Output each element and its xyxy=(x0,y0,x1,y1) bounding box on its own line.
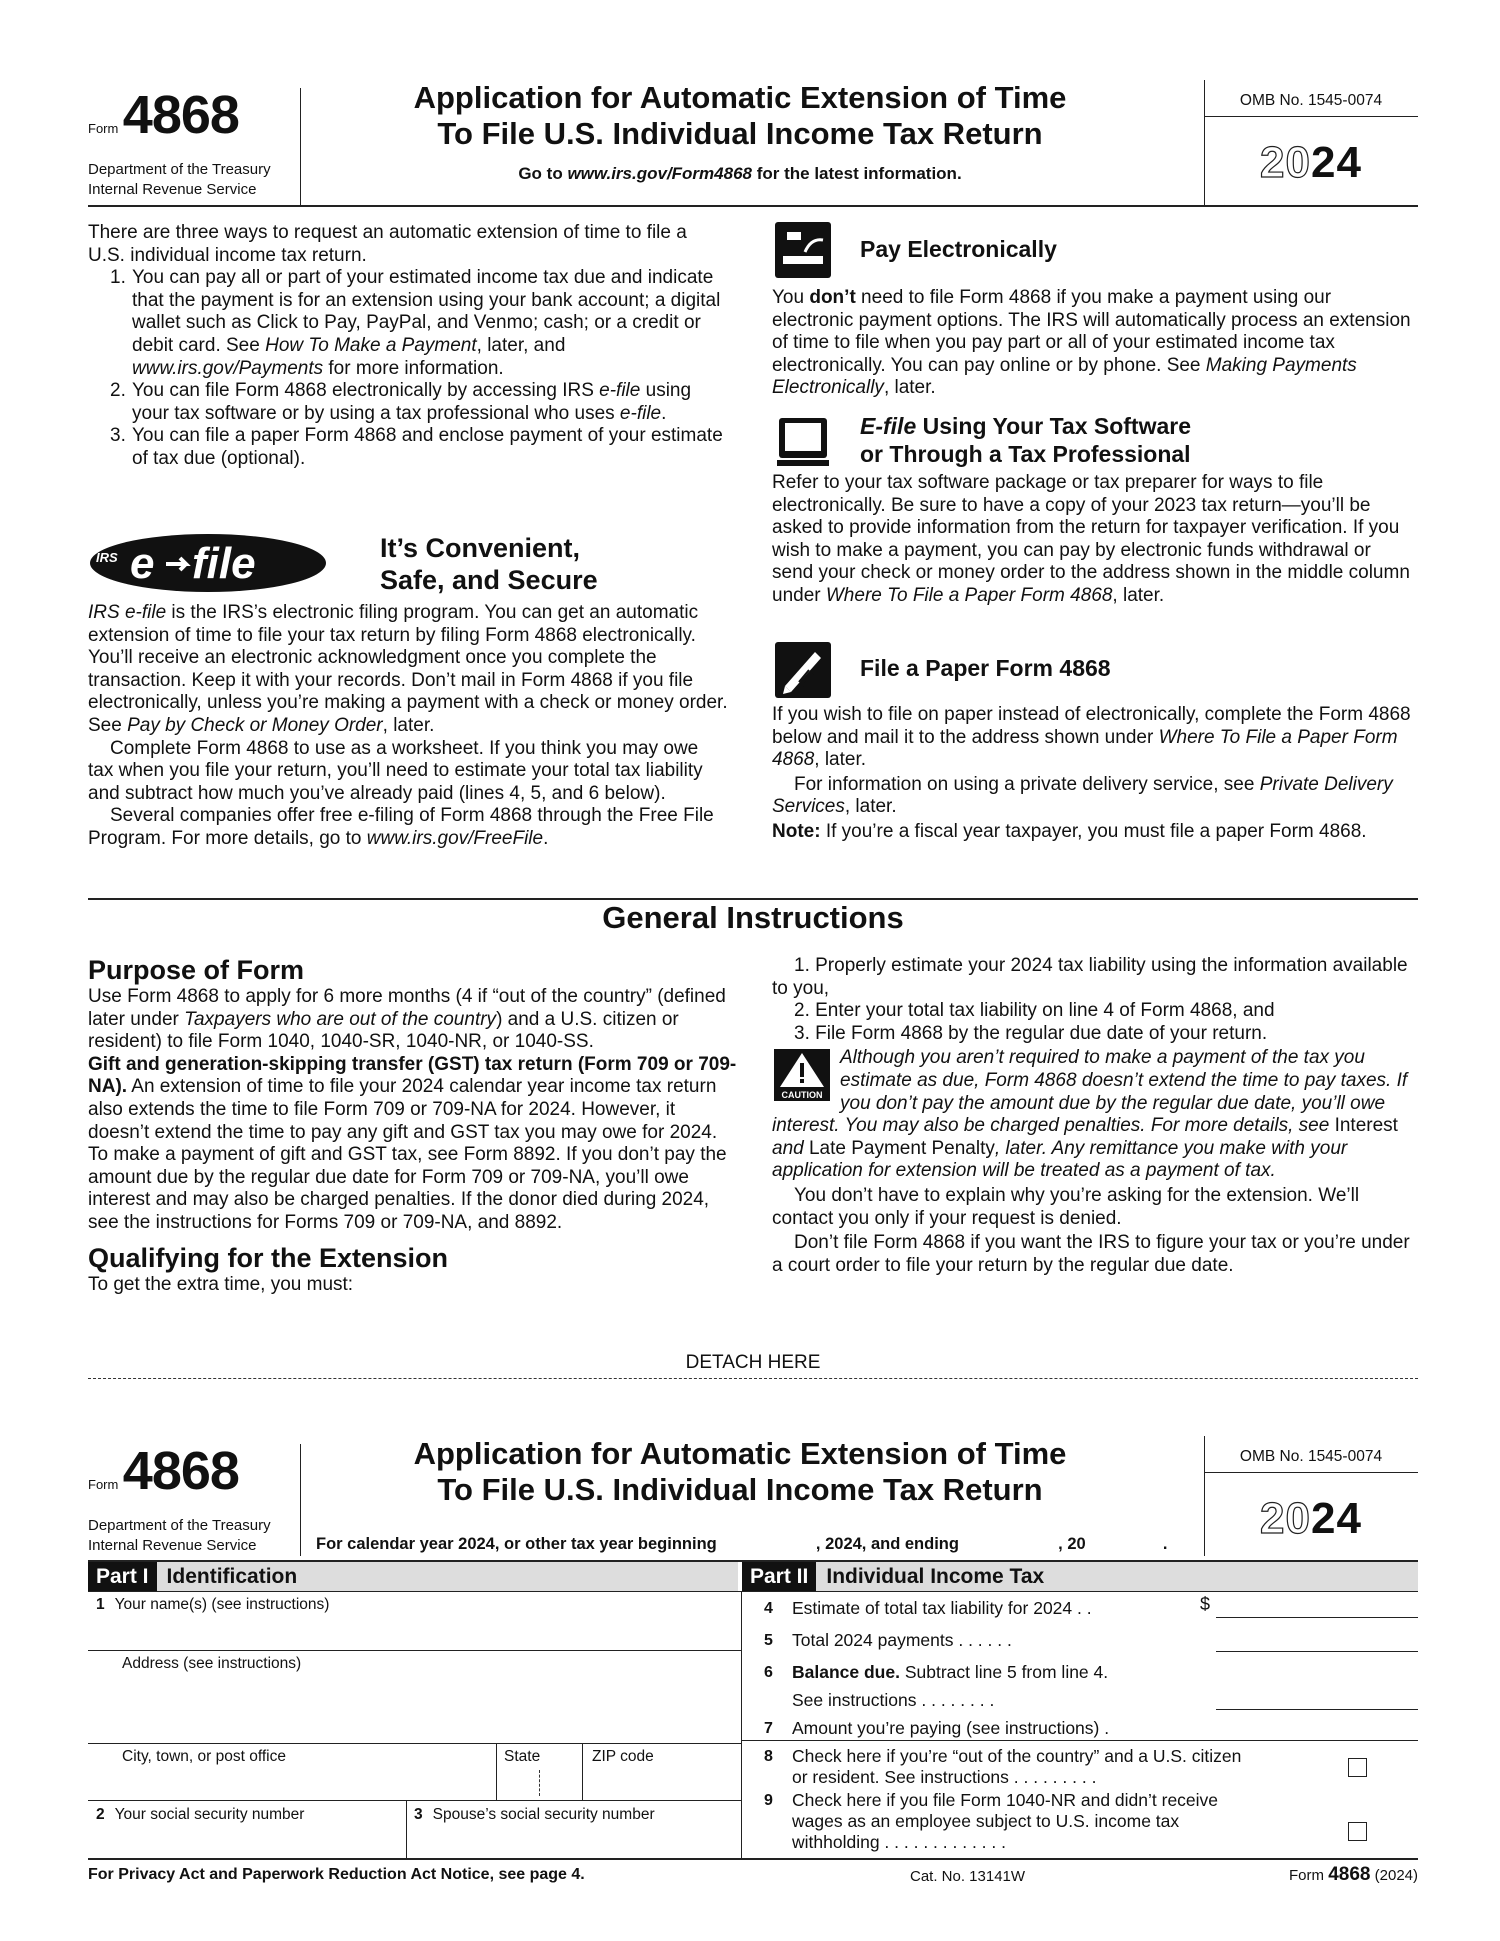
state-divider xyxy=(539,1770,540,1796)
privacy-notice: For Privacy Act and Paperwork Reduction Act Notice, see page 4. xyxy=(88,1866,585,1883)
part2-bar xyxy=(742,1562,1418,1591)
l8-2: or resident. See instructions . . . . . . . . . xyxy=(792,1767,1097,1787)
zip-input[interactable] xyxy=(582,1766,741,1800)
year-bold: 24 xyxy=(1311,138,1362,187)
o2b: using your tax software or by using a tax professional who uses xyxy=(132,380,692,424)
form2-title xyxy=(300,1436,1180,1508)
efs-i: Where To File a Paper Form 4868 xyxy=(825,584,1113,606)
catalog-number: Cat. No. 13141W xyxy=(910,1868,1026,1885)
dept-line-1: Department of the Treasury xyxy=(88,161,271,178)
o1c: for more information. xyxy=(323,357,504,379)
spouse-ssn-input[interactable] xyxy=(406,1826,741,1858)
ep-i: IRS e-file xyxy=(88,602,167,623)
form2-number: 4868 xyxy=(122,1441,239,1501)
l6-no: 6 xyxy=(764,1664,773,1681)
gift: An extension of time to file your 2024 calendar year income tax return also extends the time to file Form 709 or 709-NA for 2024. However, it doesn’t extend the time to pay any gift and GST tax you may owe for 2024. To make a payment of gift and GST tax, see Form 8892. If you don’t pay the amount due by the regular due date for Form 709 or 709-NA, you’ll owe interest and may also be charged penalties. If the donor died during 2024, see the instructions for Forms 709 or 709-NA, and 8892. xyxy=(88,1076,727,1233)
option-3-num: 3. xyxy=(110,425,126,447)
o1a: You can pay all or part of your estimated income tax due and indicate that the payment is for an extension using your bank account; a digital wallet such as Click to Pay, PayPal, and Venmo; cash; or a credit or debit card. See xyxy=(132,267,721,356)
efile-logo-icon xyxy=(88,532,328,594)
conv-1: It’s Convenient, xyxy=(380,533,581,563)
req-3: 3. File Form 4868 by the regular due date of your return. xyxy=(794,1022,1268,1044)
svg-text:e: e xyxy=(130,539,155,588)
l1: Your name(s) (see instructions) xyxy=(114,1596,330,1613)
name-input[interactable] xyxy=(88,1614,741,1650)
svg-text:CAUTION: CAUTION xyxy=(781,1090,823,1101)
form-header xyxy=(88,80,1418,206)
goto-post: for the latest information. xyxy=(751,164,962,183)
tax-year-line xyxy=(316,1535,1167,1554)
note-paragraph xyxy=(772,821,1412,844)
efile-software-paragraph xyxy=(772,472,1412,608)
line-9 xyxy=(764,1790,1324,1853)
footer-form-id xyxy=(1289,1864,1418,1886)
purpose-heading: Purpose of Form xyxy=(88,955,305,985)
pay-electronically-icon xyxy=(775,222,831,278)
gift-b: Gift and generation-skipping transfer (GST) tax return (Form 709 or 709-NA). xyxy=(88,1053,737,1098)
paper-paragraph xyxy=(772,704,1412,772)
private-delivery-paragraph xyxy=(772,774,1412,819)
l8-1: Check here if you’re “out of the country” and a U.S. citizen xyxy=(792,1746,1242,1766)
explain-paragraph: You don’t have to explain why you’re asking for the extension. We’ll contact you only if your request is denied. xyxy=(772,1184,1360,1229)
ca-c: , later. Any remittance you make with your application for extension will be treated as a payment of tax. xyxy=(772,1137,1348,1182)
l4: Estimate of total tax liability for 2024 . . xyxy=(792,1598,1092,1618)
o2i: e-file xyxy=(599,380,641,402)
efile-paragraph xyxy=(88,602,728,738)
l7: Amount you’re paying (see instructions) . xyxy=(792,1718,1110,1738)
pay-heading: Pay Electronically xyxy=(860,236,1057,262)
pp-a: If you wish to file on paper instead of electronically, complete the Form 4868 below and mail it to the address shown under xyxy=(772,704,1411,748)
ep-b: , later. xyxy=(382,714,435,736)
line-6-input[interactable] xyxy=(1216,1686,1418,1710)
l2: Your social security number xyxy=(114,1806,305,1823)
pu-i: Taxpayers who are out of the country xyxy=(184,1008,497,1030)
qualifying-text: To get the extra time, you must: xyxy=(88,1273,354,1295)
form2-dept-2: Internal Revenue Service xyxy=(88,1537,257,1554)
form-label: Form xyxy=(88,121,119,136)
efile-software-heading xyxy=(860,412,1191,468)
line-8-checkbox[interactable] xyxy=(1348,1758,1367,1777)
title-line-2: To File U.S. Individual Income Tax Return xyxy=(437,116,1043,151)
o1b: , later, and xyxy=(476,334,566,356)
footer-num: 4868 xyxy=(1328,1864,1371,1885)
ff-b: . xyxy=(543,827,549,849)
form2-label: Form xyxy=(88,1477,119,1492)
req-1: 1. Properly estimate your 2024 tax liability using the information available to you, xyxy=(772,955,1408,999)
option-3-text: You can file a paper Form 4868 and enclose payment of your estimate of tax due (optional). xyxy=(132,425,723,469)
line-7 xyxy=(764,1718,1109,1739)
title-line-1: Application for Automatic Extension of Time xyxy=(413,80,1067,115)
pu-b: ) and a U.S. citizen or resident) to file Form 1040, 1040-SR, 1040-NR, or 1040-SS. xyxy=(88,1008,679,1053)
l9-1: Check here if you file Form 1040-NR and didn’t receive xyxy=(792,1790,1219,1810)
intro-text: There are three ways to request an automatic extension of time to file a U.S. individual income tax return. xyxy=(88,222,687,266)
l4-no: 4 xyxy=(764,1600,773,1617)
l9-3: withholding . . . . . . . . . . . . . xyxy=(792,1832,1006,1852)
o2i2: e-file xyxy=(619,402,662,424)
form2-dept-1: Department of the Treasury xyxy=(88,1517,271,1534)
general-instructions-heading: General Instructions xyxy=(602,900,904,935)
paper-section xyxy=(772,704,1412,844)
qualifying-heading: Qualifying for the Extension xyxy=(88,1242,449,1273)
detach-line xyxy=(88,1378,1418,1379)
l3-no: 3 xyxy=(414,1806,423,1823)
efs-h1-i: E-file xyxy=(860,413,917,439)
pay-paragraph xyxy=(772,287,1412,400)
paper-heading: File a Paper Form 4868 xyxy=(860,655,1111,681)
footer-year: (2024) xyxy=(1374,1867,1418,1884)
zip-label: ZIP code xyxy=(592,1748,654,1765)
payments-link[interactable]: www.irs.gov/Payments xyxy=(132,357,324,379)
pu-a: Use Form 4868 to apply for 6 more months (4 if “out of the country” (defined later under xyxy=(88,986,726,1030)
l9-2: wages as an employee subject to U.S. income tax xyxy=(792,1811,1180,1831)
part1-label: Part I xyxy=(88,1562,157,1591)
form2-tax-year xyxy=(1204,1494,1418,1544)
form2-title-2: To File U.S. Individual Income Tax Return xyxy=(437,1472,1043,1507)
efs-h2: or Through a Tax Professional xyxy=(860,441,1191,467)
worksheet-paragraph: Complete Form 4868 to use as a worksheet. If you think you may owe tax when you file your return, you’ll need to estimate your total tax liability and subtract how much you’ve already paid (lines 4, 5, and 6 below). xyxy=(88,737,703,804)
address-input[interactable] xyxy=(88,1673,741,1743)
pc: need to file Form 4868 if you make a payment using our electronic payment options. The IRS will automatically process an extension of time to file when you pay part or all of your estimated income tax electronically. You can pay online or by phone. See xyxy=(772,287,1411,376)
left-column xyxy=(88,222,728,471)
pb: don’t xyxy=(809,287,856,308)
ca-a: Although you aren’t required to make a payment of the tax you estimate as due, Form 4868 doesn’t extend the time to pay taxes. If you don’t pay the amount due by the regular due date, you’ll owe interest. You may also be charged penalties. For more details, see xyxy=(772,1047,1408,1137)
freefile-paragraph xyxy=(88,805,728,850)
cal-d: . xyxy=(1162,1535,1168,1553)
form-title xyxy=(300,80,1180,184)
cal-c: , 20 xyxy=(1058,1535,1086,1553)
l3: Spouse’s social security number xyxy=(432,1806,655,1823)
freefile-link[interactable]: www.irs.gov/FreeFile xyxy=(366,827,544,849)
dollar-sign: $ xyxy=(1200,1594,1211,1614)
omb-number: OMB No. 1545-0074 xyxy=(1239,92,1383,109)
option-2 xyxy=(88,380,728,425)
l9-no: 9 xyxy=(764,1792,773,1809)
city-input[interactable] xyxy=(88,1766,496,1800)
note-b: Note: xyxy=(772,820,821,842)
goto-pre: Go to xyxy=(518,164,568,183)
efile-logo xyxy=(88,532,328,594)
option-3 xyxy=(88,425,728,470)
gi-right xyxy=(772,955,1418,1277)
name-field-label xyxy=(96,1596,329,1614)
ca-n1: Interest xyxy=(1334,1115,1398,1137)
option-2-num: 2. xyxy=(110,380,126,402)
cal-a: For calendar year 2024, or other tax year beginning xyxy=(316,1535,717,1553)
caution-icon xyxy=(772,1047,834,1103)
option-1 xyxy=(88,267,728,380)
efs-a: Refer to your tax software package or tax preparer for ways to file electronically. Be sure to have a copy of your 2023 tax return—you’ll be asked to provide information from the return for taxpayer verification. If you wish to make a payment, you can pay by electronic funds withdrawal or send your check or money order to the address shown in the middle column under xyxy=(772,472,1410,606)
form2-year-bold: 24 xyxy=(1311,1494,1362,1543)
form-id xyxy=(88,85,239,145)
city-label: City, town, or post office xyxy=(122,1748,286,1765)
cal-b: , 2024, and ending xyxy=(815,1535,959,1553)
line-8 xyxy=(764,1746,1324,1788)
note: If you’re a fiscal year taxpayer, you must file a paper Form 4868. xyxy=(820,820,1367,842)
l6: Subtract line 5 from line 4. xyxy=(899,1662,1109,1682)
year-outline: 20 xyxy=(1260,138,1311,187)
form2-year-outline: 20 xyxy=(1260,1494,1311,1543)
pa: You xyxy=(772,287,810,308)
form2-id xyxy=(88,1441,239,1501)
part2-title: Individual Income Tax xyxy=(826,1564,1045,1588)
ssn-input[interactable] xyxy=(88,1826,406,1858)
ep-i2: Pay by Check or Money Order xyxy=(127,714,383,736)
dept-line-2: Internal Revenue Service xyxy=(88,181,257,198)
form2-title-1: Application for Automatic Extension of Time xyxy=(413,1436,1067,1471)
l6-b: Balance due. xyxy=(792,1662,900,1682)
purpose-paragraph xyxy=(88,986,738,1054)
pp-b: , later. xyxy=(814,749,867,771)
spouse-ssn-label xyxy=(414,1806,655,1824)
line-5 xyxy=(764,1630,1012,1651)
pd: , later. xyxy=(883,377,936,399)
footer-form: Form xyxy=(1289,1867,1325,1884)
efs-b: , later. xyxy=(1112,584,1165,606)
form2-department xyxy=(88,1516,271,1556)
line-9-checkbox[interactable] xyxy=(1348,1822,1367,1841)
form2-omb: OMB No. 1545-0074 xyxy=(1239,1448,1383,1465)
tax-year xyxy=(1204,138,1418,188)
pi: Making Payments Electronically xyxy=(772,354,1357,399)
svg-text:file: file xyxy=(192,539,256,588)
efs-h1: Using Your Tax Software xyxy=(916,413,1192,439)
gi-left xyxy=(88,955,738,1296)
o2c: . xyxy=(661,402,667,424)
l7-no: 7 xyxy=(764,1720,773,1737)
conv-2: Safe, and Secure xyxy=(380,565,598,595)
pen-paper-icon xyxy=(775,642,831,698)
state-label: State xyxy=(504,1748,541,1765)
efile-section xyxy=(88,602,728,851)
line-6 xyxy=(764,1662,1108,1683)
o1i: How To Make a Payment xyxy=(265,334,477,356)
form2-header xyxy=(88,1436,1418,1562)
ssn-label xyxy=(96,1806,304,1824)
department xyxy=(88,160,271,200)
goto-link[interactable]: www.irs.gov/Form4868 xyxy=(567,164,752,183)
computer-icon xyxy=(775,414,831,470)
pv-i: Private Delivery Services xyxy=(772,773,1393,818)
convenient-heading xyxy=(380,532,598,596)
part2-label: Part II xyxy=(742,1562,816,1591)
part1-title: Identification xyxy=(166,1564,298,1588)
gift-paragraph xyxy=(88,1054,738,1235)
ff-a: Several companies offer free e-filing of Form 4868 through the Free File Program. For more details, go to xyxy=(88,805,714,849)
dontfile-paragraph: Don’t file Form 4868 if you want the IRS to figure your tax or you’re under a court order to file your return by the regular due date. xyxy=(772,1232,1410,1276)
goto-line xyxy=(300,164,1180,184)
address-label: Address (see instructions) xyxy=(122,1655,302,1672)
detach-here: DETACH HERE xyxy=(685,1352,821,1373)
ca-n2: Late Payment Penalty xyxy=(808,1137,995,1159)
form-number: 4868 xyxy=(122,85,239,145)
l5: Total 2024 payments . . . . . . xyxy=(792,1630,1012,1650)
req-2: 2. Enter your total tax liability on line 4 of Form 4868, and xyxy=(794,1000,1275,1022)
part1-bar xyxy=(88,1562,738,1591)
line-5-input[interactable] xyxy=(1216,1628,1418,1652)
ca-b: and xyxy=(772,1137,809,1159)
l2-no: 2 xyxy=(96,1806,105,1823)
option-1-num: 1. xyxy=(110,267,126,289)
line-6-cont: See instructions . . . . . . . . xyxy=(792,1690,995,1710)
l8-no: 8 xyxy=(764,1748,773,1765)
l1-no: 1 xyxy=(96,1596,105,1613)
o2a: You can file Form 4868 electronically by accessing IRS xyxy=(132,380,600,402)
svg-text:IRS: IRS xyxy=(96,550,118,565)
pv-a: For information on using a private delivery service, see xyxy=(794,773,1260,795)
l5-no: 5 xyxy=(764,1632,773,1649)
pp-i: Where To File a Paper Form 4868 xyxy=(772,726,1398,771)
line-4 xyxy=(764,1598,1092,1619)
caution-block xyxy=(772,1047,1418,1183)
pv-b: , later. xyxy=(844,796,897,818)
ep: is the IRS’s electronic filing program. You can get an automatic extension of time to file your tax return by filing Form 4868 electronically. You’ll receive an electronic acknowledgment once you complete the transaction. Keep it with your records. Don’t mail in Form 4868 if you file electronically, unless you’re making a payment with a check or money order. See xyxy=(88,602,728,736)
line-4-input[interactable] xyxy=(1216,1594,1418,1618)
line-7-input[interactable] xyxy=(1216,1714,1418,1738)
